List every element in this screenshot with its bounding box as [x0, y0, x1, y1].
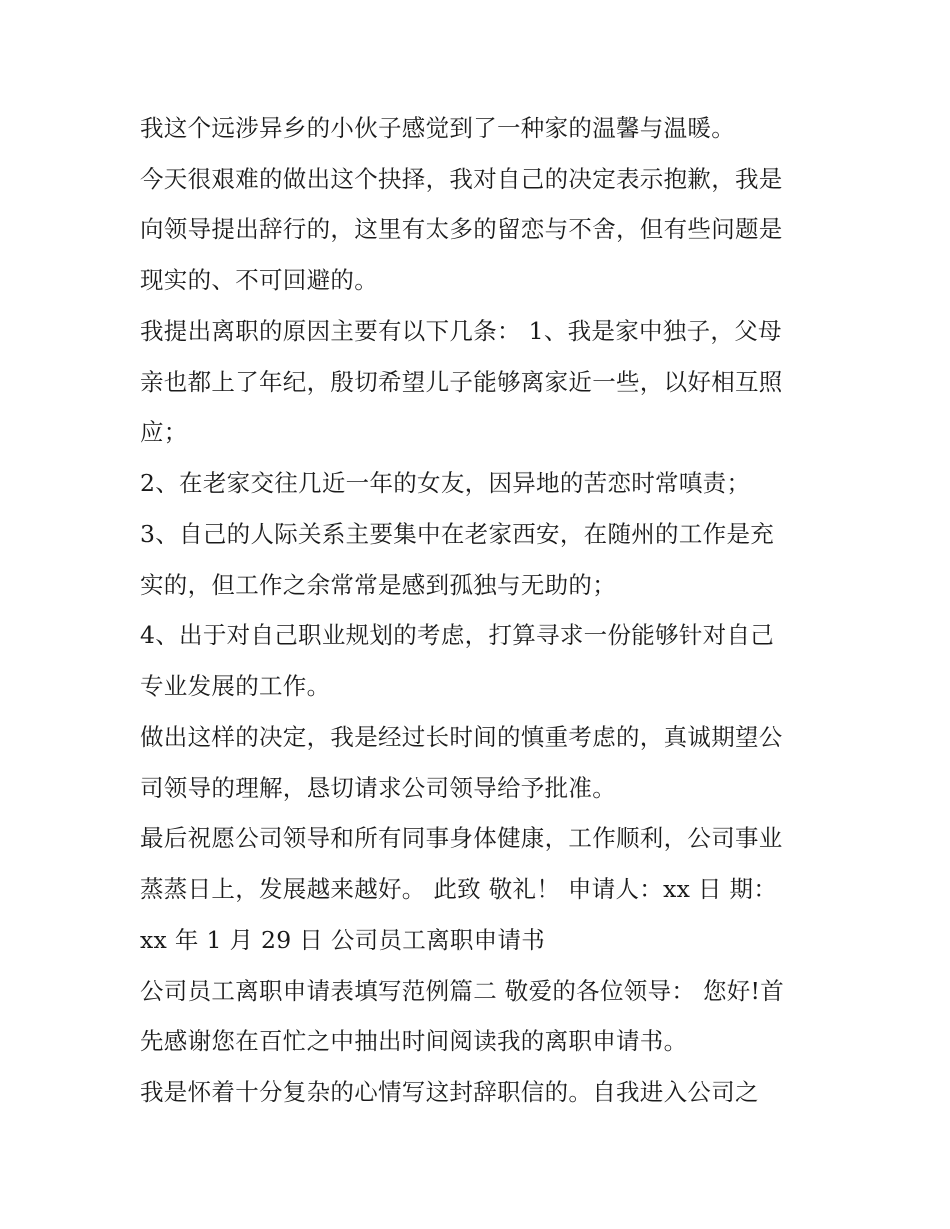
- text-line: 4、出于对自己职业规划的考虑，打算寻求一份能够针对自己: [140, 621, 775, 649]
- text-line: 司领导的理解，恳切请求公司领导给予批准。: [140, 774, 616, 802]
- text-line: 公司员工离职申请表填写范例篇二 敬爱的各位领导： 您好!首: [140, 977, 785, 1005]
- text-line: 亲也都上了年纪，殷切希望儿子能够离家近一些，以好相互照: [140, 368, 783, 396]
- text-line: 我是怀着十分复杂的心情写这封辞职信的。自我进入公司之: [140, 1078, 759, 1106]
- text-line: 我这个远涉异乡的小伙子感觉到了一种家的温馨与温暖。: [140, 114, 735, 142]
- text-line: 专业发展的工作。: [140, 672, 331, 700]
- text-line: 蒸蒸日上，发展越来越好。 此致 敬礼！ 申请人：xx 日 期：: [140, 875, 778, 903]
- text-line: 2、在老家交往几近一年的女友，因异地的苦恋时常嗔责；: [140, 469, 751, 497]
- text-line: 先感谢您在百忙之中抽出时间阅读我的离职申请书。: [140, 1027, 688, 1055]
- text-line: xx 年 1 月 29 日 公司员工离职申请书: [140, 926, 546, 954]
- text-line: 做出这样的决定，我是经过长时间的慎重考虑的，真诚期望公: [140, 723, 783, 751]
- text-line: 现实的、不可回避的。: [140, 266, 378, 294]
- text-line: 应；: [140, 418, 188, 446]
- text-line: 向领导提出辞行的，这里有太多的留恋与不舍，但有些问题是: [140, 215, 783, 243]
- text-line: 实的，但工作之余常常是感到孤独与无助的；: [140, 571, 616, 599]
- text-line: 最后祝愿公司领导和所有同事身体健康，工作顺利，公司事业: [140, 824, 783, 852]
- text-line: 我提出离职的原因主要有以下几条： 1、我是家中独子，父母: [140, 317, 782, 345]
- text-line: 3、自己的人际关系主要集中在老家西安，在随州的工作是充: [140, 520, 775, 548]
- text-line: 今天很艰难的做出这个抉择，我对自己的决定表示抱歉，我是: [140, 165, 783, 193]
